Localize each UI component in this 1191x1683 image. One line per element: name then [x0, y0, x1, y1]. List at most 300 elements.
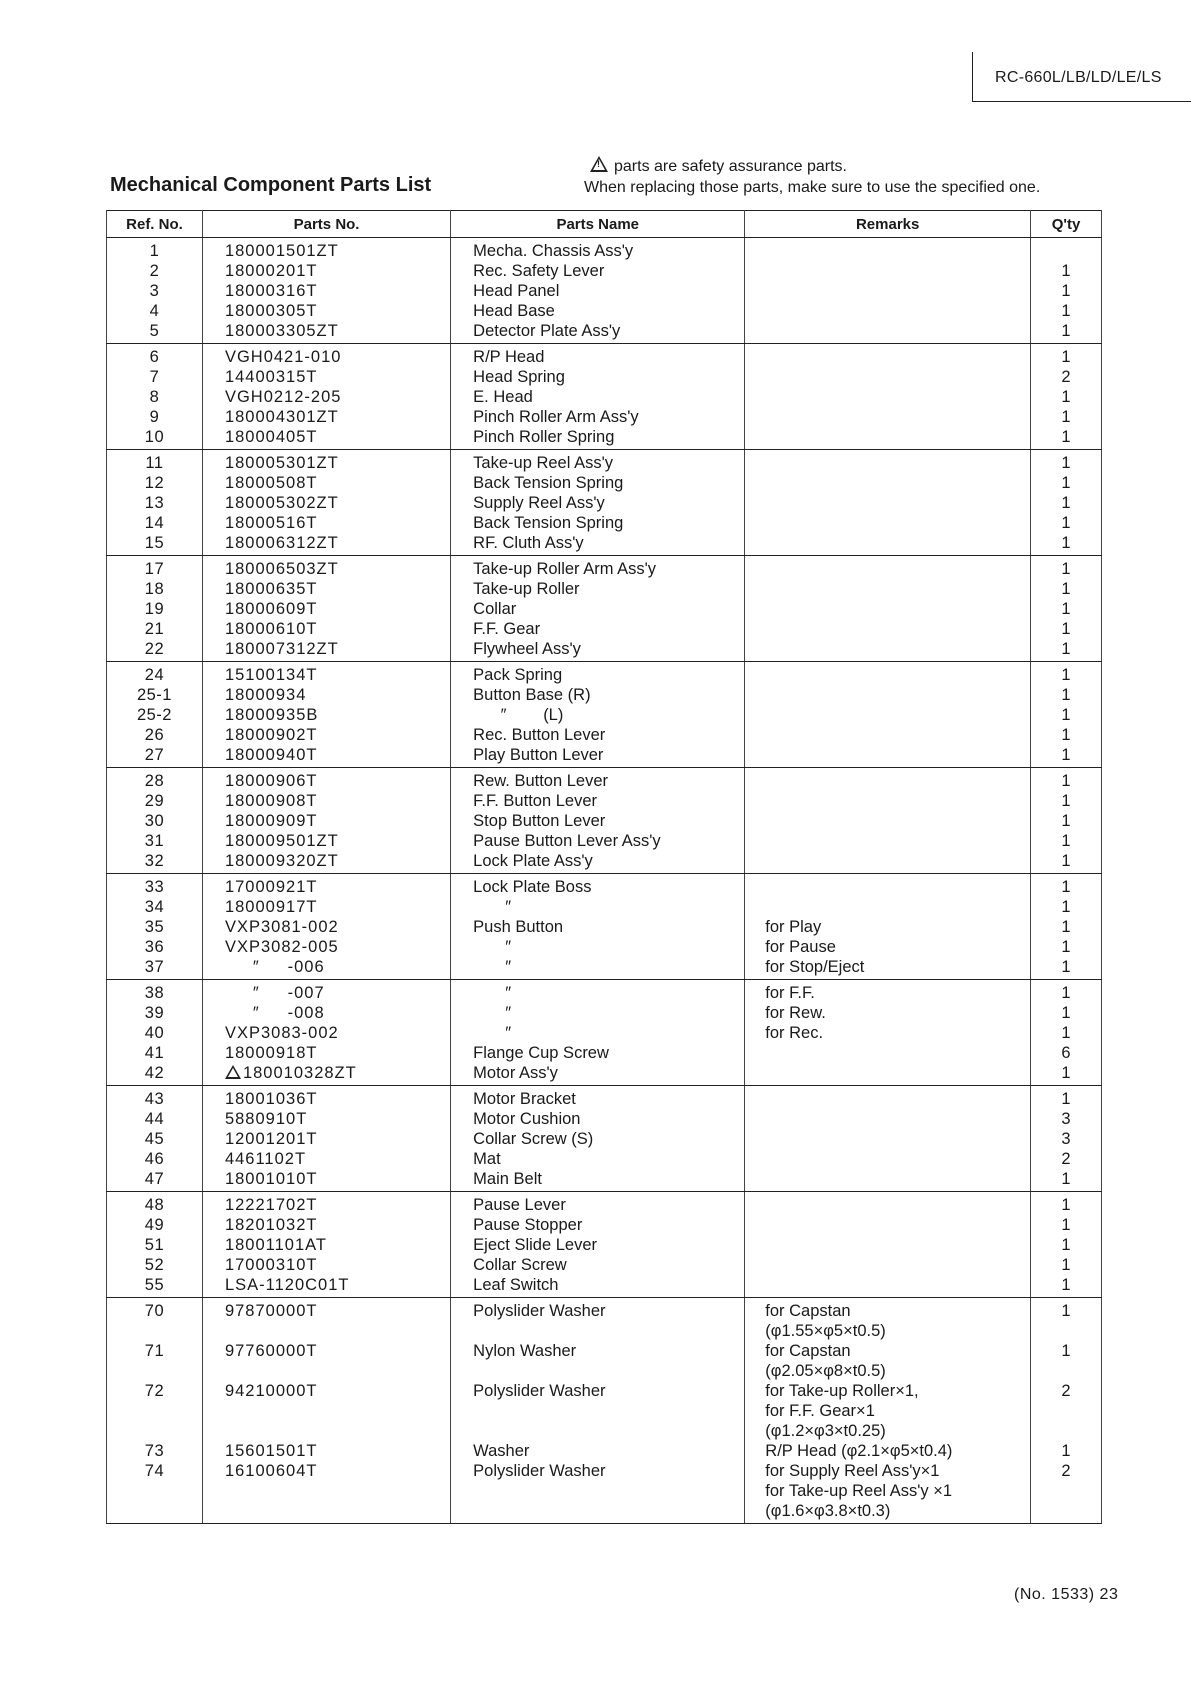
cell-ref-no-text: 9 — [149, 408, 160, 426]
cell-ref-no — [107, 1023, 203, 1043]
cell-qty-text: 1 — [1061, 958, 1071, 976]
cell-parts-name-text: R/P Head — [473, 348, 545, 366]
cell-ref-no — [107, 980, 203, 1004]
table-row — [107, 705, 1102, 725]
cell-parts-no — [202, 1255, 450, 1275]
cell-remarks — [745, 493, 1031, 513]
cell-remarks — [745, 1275, 1031, 1298]
cell-parts-no — [202, 639, 450, 662]
cell-qty-text: 1 — [1061, 302, 1071, 320]
table-row — [107, 662, 1102, 686]
cell-parts-name-text: RF. Cluth Ass'y — [473, 534, 584, 552]
cell-ref-no-text: 73 — [144, 1442, 165, 1460]
cell-parts-name — [451, 281, 745, 301]
cell-ref-no — [107, 1192, 203, 1216]
cell-parts-name — [451, 831, 745, 851]
cell-parts-name-text: ″ — [473, 1004, 512, 1022]
cell-qty — [1031, 367, 1102, 387]
cell-remarks — [745, 533, 1031, 556]
cell-parts-no-text: 180006312ZT — [224, 534, 339, 552]
cell-ref-no — [107, 1215, 203, 1235]
table-row — [107, 321, 1102, 344]
table-row — [107, 1361, 1102, 1381]
cell-parts-no-text: 14400315T — [224, 368, 318, 386]
cell-parts-name-text: Back Tension Spring — [473, 474, 624, 492]
parts-group — [107, 238, 1102, 344]
cell-ref-no-text: 1 — [149, 242, 160, 260]
cell-ref-no — [107, 513, 203, 533]
cell-ref-no-text: 25-2 — [136, 706, 172, 724]
parts-group — [107, 980, 1102, 1086]
cell-remarks — [745, 1003, 1031, 1023]
cell-parts-name-text: Pause Lever — [473, 1196, 566, 1214]
cell-parts-no — [202, 407, 450, 427]
cell-parts-no — [202, 1215, 450, 1235]
table-row — [107, 851, 1102, 874]
cell-qty-text: 1 — [1061, 1064, 1071, 1082]
warning-triangle-icon — [590, 156, 608, 172]
cell-parts-no-text: 180010328ZT — [242, 1064, 357, 1082]
cell-ref-no-text: 38 — [144, 984, 165, 1002]
cell-parts-no — [202, 450, 450, 474]
cell-parts-name — [451, 1321, 745, 1341]
cell-ref-no-text: 22 — [144, 640, 165, 658]
cell-parts-name-text: ″ — [473, 958, 512, 976]
cell-parts-name-text: Washer — [473, 1442, 530, 1460]
cell-remarks — [745, 685, 1031, 705]
cell-remarks — [745, 1023, 1031, 1043]
cell-parts-no-text: 18001036T — [224, 1090, 318, 1108]
cell-ref-no — [107, 851, 203, 874]
cell-parts-no-text: 180003305ZT — [224, 322, 339, 340]
cell-parts-no — [202, 662, 450, 686]
cell-qty — [1031, 662, 1102, 686]
cell-parts-name-text: ″ — [473, 984, 512, 1002]
cell-parts-no-text: 18000609T — [224, 600, 318, 618]
cell-qty — [1031, 791, 1102, 811]
table-row — [107, 344, 1102, 368]
parts-group — [107, 556, 1102, 662]
cell-parts-name-text: Push Button — [473, 918, 564, 936]
cell-remarks — [745, 513, 1031, 533]
table-row — [107, 1401, 1102, 1421]
cell-parts-no-text: 4461102T — [224, 1150, 307, 1168]
cell-ref-no-text: 51 — [144, 1236, 165, 1254]
cell-remarks — [745, 1381, 1031, 1401]
cell-qty — [1031, 1023, 1102, 1043]
cell-remarks-text: for F.F. — [765, 984, 815, 1002]
cell-qty — [1031, 1441, 1102, 1461]
cell-remarks — [745, 450, 1031, 474]
cell-qty-text: 1 — [1061, 534, 1071, 552]
cell-parts-name — [451, 1043, 745, 1063]
cell-parts-no — [202, 725, 450, 745]
cell-ref-no-text: 7 — [149, 368, 160, 386]
cell-parts-name — [451, 261, 745, 281]
cell-ref-no — [107, 1481, 203, 1501]
cell-qty — [1031, 493, 1102, 513]
cell-qty — [1031, 1255, 1102, 1275]
cell-ref-no — [107, 556, 203, 580]
cell-ref-no — [107, 1169, 203, 1192]
cell-ref-no-text: 40 — [144, 1024, 165, 1042]
cell-qty-text: 1 — [1061, 686, 1071, 704]
cell-ref-no-text: 36 — [144, 938, 165, 956]
cell-parts-no — [202, 1401, 450, 1421]
cell-qty-text: 3 — [1061, 1130, 1071, 1148]
table-row — [107, 579, 1102, 599]
parts-group — [107, 450, 1102, 556]
cell-ref-no-text: 49 — [144, 1216, 165, 1234]
cell-remarks — [745, 1149, 1031, 1169]
cell-ref-no — [107, 745, 203, 768]
cell-parts-name — [451, 957, 745, 980]
cell-parts-name-text: ″ — [473, 938, 512, 956]
cell-parts-name-text: ″ (L) — [473, 706, 564, 724]
cell-qty-text: 1 — [1061, 348, 1071, 366]
cell-qty — [1031, 957, 1102, 980]
cell-parts-no-text: 15100134T — [224, 666, 318, 684]
cell-qty — [1031, 1063, 1102, 1086]
column-header-parts-name: Parts Name — [451, 211, 745, 238]
cell-parts-no — [202, 1361, 450, 1381]
cell-ref-no — [107, 811, 203, 831]
cell-parts-no-text: 12001201T — [224, 1130, 318, 1148]
table-row — [107, 473, 1102, 493]
cell-qty-text: 1 — [1061, 262, 1071, 280]
cell-qty — [1031, 685, 1102, 705]
cell-qty — [1031, 1129, 1102, 1149]
cell-parts-name-text: Collar Screw — [473, 1256, 567, 1274]
cell-parts-name-text: Pinch Roller Spring — [473, 428, 615, 446]
cell-parts-name — [451, 1192, 745, 1216]
table-row — [107, 811, 1102, 831]
cell-remarks — [745, 387, 1031, 407]
cell-ref-no — [107, 937, 203, 957]
cell-qty-text: 1 — [1061, 898, 1071, 916]
cell-parts-name-text: Collar Screw (S) — [473, 1130, 594, 1148]
cell-remarks — [745, 1461, 1031, 1481]
parts-group — [107, 344, 1102, 450]
cell-parts-no — [202, 1003, 450, 1023]
cell-parts-no — [202, 599, 450, 619]
cell-qty-text: 1 — [1061, 1004, 1071, 1022]
cell-parts-name — [451, 579, 745, 599]
cell-qty-text: 1 — [1061, 1196, 1071, 1214]
cell-qty-text: 1 — [1061, 514, 1071, 532]
cell-parts-name — [451, 1086, 745, 1110]
table-row — [107, 917, 1102, 937]
cell-parts-name-text: Collar — [473, 600, 517, 618]
cell-parts-name-text: Mat — [473, 1150, 501, 1168]
table-row — [107, 1235, 1102, 1255]
cell-parts-no — [202, 1321, 450, 1341]
cell-ref-no — [107, 407, 203, 427]
cell-parts-no — [202, 1109, 450, 1129]
table-row — [107, 768, 1102, 792]
table-row — [107, 1441, 1102, 1461]
cell-parts-no — [202, 493, 450, 513]
cell-parts-name-text: Polyslider Washer — [473, 1382, 606, 1400]
cell-qty — [1031, 1235, 1102, 1255]
cell-parts-no — [202, 745, 450, 768]
cell-remarks — [745, 957, 1031, 980]
cell-parts-name — [451, 1255, 745, 1275]
cell-qty-text: 1 — [1061, 706, 1071, 724]
cell-qty-text: 1 — [1061, 792, 1071, 810]
cell-parts-name-text: Back Tension Spring — [473, 514, 624, 532]
cell-parts-no-text: 5880910T — [224, 1110, 308, 1128]
cell-qty — [1031, 745, 1102, 768]
cell-parts-no-text: 17000921T — [224, 878, 318, 896]
cell-parts-no-text: 18000906T — [224, 772, 318, 790]
table-row — [107, 619, 1102, 639]
cell-ref-no-text: 46 — [144, 1150, 165, 1168]
cell-remarks-text: for Take-up Reel Ass'y ×1 — [765, 1482, 953, 1500]
cell-parts-name-text: Leaf Switch — [473, 1276, 559, 1294]
cell-qty-text: 2 — [1061, 1462, 1071, 1480]
cell-parts-name-text: Rew. Button Lever — [473, 772, 608, 790]
table-row — [107, 238, 1102, 262]
cell-qty — [1031, 725, 1102, 745]
cell-parts-no-text: 18000516T — [224, 514, 318, 532]
cell-remarks — [745, 1481, 1031, 1501]
cell-ref-no — [107, 367, 203, 387]
cell-parts-no — [202, 1481, 450, 1501]
cell-parts-name — [451, 1235, 745, 1255]
cell-remarks-text: for Rec. — [765, 1024, 824, 1042]
cell-parts-name — [451, 407, 745, 427]
cell-parts-no — [202, 1192, 450, 1216]
cell-parts-no-text: ″ -008 — [224, 1004, 325, 1022]
table-row — [107, 1149, 1102, 1169]
cell-remarks — [745, 1361, 1031, 1381]
cell-parts-name-text: Stop Button Lever — [473, 812, 606, 830]
cell-ref-no — [107, 917, 203, 937]
cell-parts-no — [202, 768, 450, 792]
cell-parts-no — [202, 1441, 450, 1461]
table-row — [107, 791, 1102, 811]
cell-qty-text: 3 — [1061, 1110, 1071, 1128]
cell-qty — [1031, 1169, 1102, 1192]
cell-parts-name — [451, 705, 745, 725]
cell-qty — [1031, 238, 1102, 262]
cell-remarks-text: (φ1.2×φ3×t0.25) — [765, 1422, 886, 1440]
cell-ref-no — [107, 1321, 203, 1341]
cell-qty-text: 1 — [1061, 560, 1071, 578]
table-row — [107, 874, 1102, 898]
cell-ref-no — [107, 1298, 203, 1322]
cell-parts-no — [202, 513, 450, 533]
cell-ref-no — [107, 427, 203, 450]
table-row — [107, 1169, 1102, 1192]
cell-ref-no — [107, 533, 203, 556]
table-row — [107, 1255, 1102, 1275]
cell-ref-no — [107, 1401, 203, 1421]
cell-ref-no — [107, 599, 203, 619]
cell-parts-name — [451, 811, 745, 831]
cell-parts-no — [202, 556, 450, 580]
cell-ref-no-text: 45 — [144, 1130, 165, 1148]
cell-parts-no-text: 180005301ZT — [224, 454, 339, 472]
cell-parts-name-text: F.F. Gear — [473, 620, 541, 638]
cell-ref-no — [107, 1341, 203, 1361]
cell-parts-name — [451, 662, 745, 686]
table-row — [107, 1321, 1102, 1341]
cell-parts-name — [451, 791, 745, 811]
parts-group — [107, 662, 1102, 768]
cell-parts-no — [202, 261, 450, 281]
cell-parts-no — [202, 321, 450, 344]
cell-remarks-text: for Capstan — [765, 1302, 851, 1320]
cell-ref-no — [107, 344, 203, 368]
cell-parts-no — [202, 1023, 450, 1043]
cell-ref-no — [107, 1421, 203, 1441]
cell-remarks — [745, 579, 1031, 599]
cell-remarks — [745, 897, 1031, 917]
cell-qty-text: 1 — [1061, 322, 1071, 340]
cell-parts-name-text: Rec. Safety Lever — [473, 262, 605, 280]
cell-qty — [1031, 1215, 1102, 1235]
column-header-parts-no: Parts No. — [202, 211, 450, 238]
table-row — [107, 1043, 1102, 1063]
cell-ref-no-text: 19 — [144, 600, 165, 618]
parts-group — [107, 1298, 1102, 1524]
cell-parts-name — [451, 874, 745, 898]
cell-qty — [1031, 1298, 1102, 1322]
cell-ref-no-text: 12 — [144, 474, 165, 492]
cell-qty-text: 1 — [1061, 1170, 1071, 1188]
cell-remarks — [745, 1341, 1031, 1361]
cell-parts-name-text: Eject Slide Lever — [473, 1236, 597, 1254]
cell-parts-no — [202, 937, 450, 957]
cell-qty-text: 2 — [1061, 1382, 1071, 1400]
cell-remarks — [745, 367, 1031, 387]
cell-ref-no-text: 21 — [144, 620, 165, 638]
parts-group — [107, 1192, 1102, 1298]
cell-parts-name-text: Take-up Reel Ass'y — [473, 454, 613, 472]
cell-parts-no-text: 18000508T — [224, 474, 318, 492]
column-header-ref: Ref. No. — [107, 211, 203, 238]
cell-parts-no — [202, 301, 450, 321]
cell-parts-no — [202, 1298, 450, 1322]
table-row — [107, 556, 1102, 580]
cell-parts-no-text: 12221702T — [224, 1196, 318, 1214]
cell-parts-no-text: VXP3081-002 — [224, 918, 339, 936]
cell-parts-no — [202, 1421, 450, 1441]
table-row — [107, 1341, 1102, 1361]
cell-qty — [1031, 811, 1102, 831]
cell-ref-no-text: 2 — [149, 262, 160, 280]
cell-qty — [1031, 897, 1102, 917]
cell-parts-name-text: ″ — [473, 1024, 512, 1042]
cell-parts-no — [202, 685, 450, 705]
cell-ref-no-text: 32 — [144, 852, 165, 870]
cell-parts-no-text: 18000918T — [224, 1044, 318, 1062]
cell-ref-no — [107, 1361, 203, 1381]
cell-qty — [1031, 1481, 1102, 1501]
cell-qty — [1031, 917, 1102, 937]
cell-parts-no-text: 15601501T — [224, 1442, 318, 1460]
table-row — [107, 1298, 1102, 1322]
cell-ref-no — [107, 1043, 203, 1063]
table-row — [107, 1501, 1102, 1524]
cell-remarks — [745, 556, 1031, 580]
cell-parts-name-text: Play Button Lever — [473, 746, 604, 764]
cell-remarks-text: (φ1.6×φ3.8×t0.3) — [765, 1502, 891, 1520]
cell-parts-name-text: Pause Stopper — [473, 1216, 583, 1234]
cell-parts-no — [202, 791, 450, 811]
cell-parts-no-text: 18000934 — [224, 686, 307, 704]
cell-ref-no — [107, 705, 203, 725]
table-row — [107, 725, 1102, 745]
cell-qty-text: 1 — [1061, 408, 1071, 426]
cell-parts-name — [451, 937, 745, 957]
cell-remarks — [745, 725, 1031, 745]
cell-qty — [1031, 321, 1102, 344]
cell-remarks — [745, 791, 1031, 811]
cell-parts-no-text: ″ -006 — [224, 958, 325, 976]
cell-ref-no — [107, 685, 203, 705]
cell-parts-no-text: 18000908T — [224, 792, 318, 810]
cell-ref-no — [107, 1501, 203, 1524]
cell-parts-no-text: VXP3083-002 — [224, 1024, 339, 1042]
cell-parts-name — [451, 1063, 745, 1086]
cell-parts-name — [451, 685, 745, 705]
cell-parts-name — [451, 513, 745, 533]
cell-qty — [1031, 937, 1102, 957]
cell-parts-name-text: Pinch Roller Arm Ass'y — [473, 408, 639, 426]
cell-remarks — [745, 599, 1031, 619]
cell-parts-no — [202, 281, 450, 301]
cell-qty — [1031, 1461, 1102, 1481]
cell-qty-text: 1 — [1061, 474, 1071, 492]
table-row — [107, 450, 1102, 474]
cell-ref-no — [107, 1129, 203, 1149]
table-row — [107, 937, 1102, 957]
cell-remarks — [745, 427, 1031, 450]
cell-ref-no-text: 44 — [144, 1110, 165, 1128]
table-row — [107, 1421, 1102, 1441]
cell-qty-text: 1 — [1061, 1302, 1071, 1320]
cell-parts-no-text: 97870000T — [224, 1302, 318, 1320]
parts-table — [106, 210, 1102, 1524]
cell-parts-no — [202, 367, 450, 387]
cell-ref-no-text: 17 — [144, 560, 165, 578]
table-row — [107, 897, 1102, 917]
cell-remarks — [745, 1086, 1031, 1110]
cell-parts-name — [451, 917, 745, 937]
cell-parts-no — [202, 473, 450, 493]
cell-ref-no-text: 74 — [144, 1462, 165, 1480]
cell-parts-name-text: Flange Cup Screw — [473, 1044, 609, 1062]
cell-qty — [1031, 1321, 1102, 1341]
table-row — [107, 745, 1102, 768]
cell-qty-text: 1 — [1061, 878, 1071, 896]
cell-parts-name-text: Pack Spring — [473, 666, 563, 684]
cell-parts-name — [451, 851, 745, 874]
cell-ref-no-text: 71 — [144, 1342, 165, 1360]
cell-parts-no — [202, 1063, 450, 1086]
cell-parts-no-text: 18000201T — [224, 262, 318, 280]
cell-parts-name — [451, 1003, 745, 1023]
cell-qty — [1031, 533, 1102, 556]
cell-remarks — [745, 407, 1031, 427]
safety-warning-icon — [225, 1065, 241, 1079]
cell-parts-name — [451, 450, 745, 474]
cell-ref-no — [107, 238, 203, 262]
table-row — [107, 1275, 1102, 1298]
